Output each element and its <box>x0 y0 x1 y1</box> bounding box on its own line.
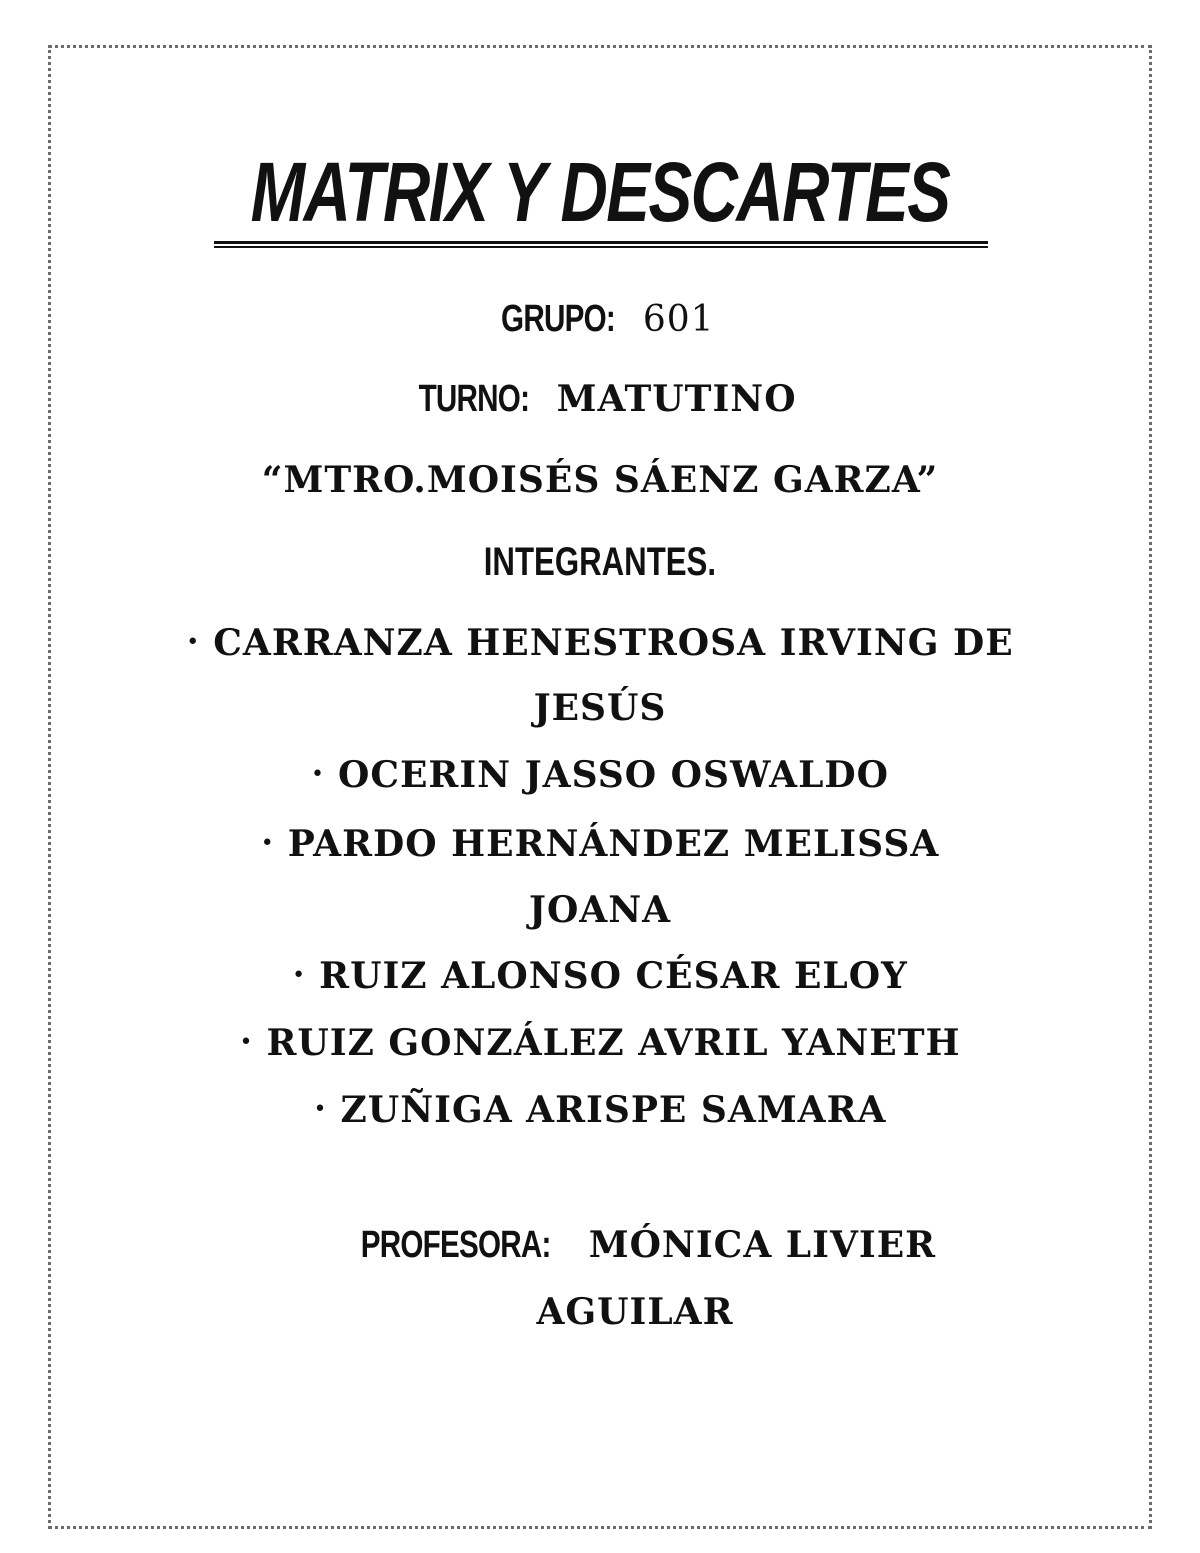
bullet-icon: • <box>310 762 324 787</box>
bullet-icon: • <box>313 1097 327 1122</box>
profesora-line <box>0 1226 1200 1264</box>
list-item <box>0 1089 1200 1131</box>
profesora-label: PROFESORA: <box>360 1224 551 1266</box>
document-title: MATRIX Y DESCARTES <box>250 145 950 239</box>
profesora-value-cont: AGUILAR <box>536 1291 734 1333</box>
list-item-continuation <box>0 889 1200 931</box>
member-name-cont: JOANA <box>528 889 672 931</box>
list-item-continuation <box>0 687 1200 729</box>
member-name: OCERIN JASSO OSWALDO <box>337 754 889 796</box>
member-name-cont: JESÚS <box>533 687 667 729</box>
member-name: CARRANZA HENESTROSA IRVING DE <box>213 622 1014 664</box>
grupo-value: 601 <box>642 299 715 340</box>
turno-line <box>0 380 1200 418</box>
turno-value: MATUTINO <box>556 378 797 420</box>
member-name: PARDO HERNÁNDEZ MELISSA <box>287 823 940 865</box>
integrantes-heading-text: INTEGRANTES. <box>483 540 717 584</box>
title-underline <box>214 241 988 248</box>
turno-label: TURNO: <box>419 378 530 420</box>
list-item <box>0 955 1200 997</box>
school-name-text: “MTRO.MOISÉS SÁENZ GARZA” <box>261 459 939 501</box>
grupo-line <box>0 300 1200 338</box>
bullet-icon: • <box>292 963 306 988</box>
member-name: RUIZ ALONSO CÉSAR ELOY <box>319 955 908 997</box>
bullet-icon: • <box>239 1030 253 1055</box>
member-name: ZUÑIGA ARISPE SAMARA <box>340 1089 887 1131</box>
profesora-value: MÓNICA LIVIER <box>588 1224 937 1266</box>
integrantes-heading <box>0 542 1200 582</box>
member-name: RUIZ GONZÁLEZ AVRIL YANETH <box>266 1022 961 1064</box>
list-item <box>0 1022 1200 1064</box>
bullet-icon: • <box>260 831 274 856</box>
profesora-line-2 <box>0 1291 1200 1333</box>
list-item <box>0 622 1200 664</box>
school-name <box>0 459 1200 501</box>
list-item <box>0 823 1200 865</box>
list-item <box>0 754 1200 796</box>
bullet-icon: • <box>186 630 200 655</box>
grupo-label: GRUPO: <box>501 298 616 340</box>
